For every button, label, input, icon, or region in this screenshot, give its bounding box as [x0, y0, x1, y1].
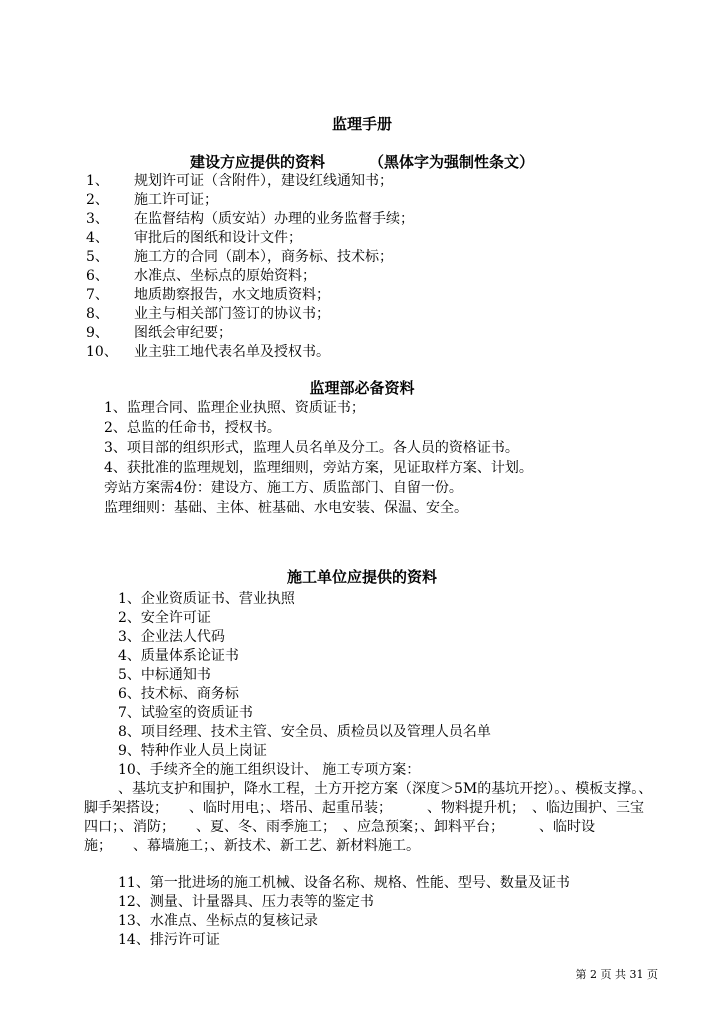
list-item-number: 3、: [86, 211, 109, 227]
list-item: 监理细则：基础、主体、桩基础、水电安装、保温、安全。: [104, 500, 468, 516]
list-item: 1、企业资质证书、营业执照: [118, 591, 295, 607]
list-item-text: 地质勘察报告，水文地质资料；: [134, 287, 330, 303]
list-item: 7、试验室的资质证书: [118, 705, 253, 721]
list-item: 4、质量体系论证书: [118, 648, 239, 664]
list-item: 旁站方案需4份：建设方、施工方、质监部门、自留一份。: [104, 480, 463, 496]
list-item: 13、水准点、坐标点的复核记录: [118, 913, 318, 929]
list-item-text: 施工许可证；: [134, 192, 218, 208]
list-item: 12、测量、计量器具、压力表等的鉴定书: [118, 894, 374, 910]
list-item-number: 2、: [86, 192, 109, 208]
list-item-text: 规划许可证（含附件），建设红线通知书；: [134, 173, 393, 189]
page-number-footer: 第 2 页 共 31 页: [575, 968, 658, 981]
list-item: 5、中标通知书: [118, 667, 211, 683]
list-item-number: 8、: [86, 306, 109, 322]
section1-heading-text: 建设方应提供的资料: [189, 153, 325, 171]
list-item-text: 业主驻工地代表名单及授权书。: [134, 344, 330, 360]
document-title: 监理手册: [331, 115, 392, 133]
list-item: 3、企业法人代码: [118, 629, 225, 645]
list-item-number: 1、: [86, 173, 109, 189]
list-item-text: 审批后的图纸和设计文件；: [134, 230, 302, 246]
section1-heading: [0, 152, 724, 172]
list-item-text: 在监督结构（质安站）办理的业务监督手续；: [134, 211, 414, 227]
list-item: 3、项目部的组织形式，监理人员名单及分工。各人员的资格证书。: [104, 440, 519, 456]
list-item-text: 水准点、坐标点的原始资料；: [134, 268, 316, 284]
section2-heading: 监理部必备资料: [309, 379, 415, 397]
list-item-number: 4、: [86, 230, 109, 246]
list-item-number: 7、: [86, 287, 109, 303]
list-item-number: 6、: [86, 268, 109, 284]
list-item-text: 图纸会审纪要；: [134, 325, 232, 341]
list-item: 10、手续齐全的施工组织设计、 施工专项方案：: [118, 762, 421, 778]
section3-heading: 施工单位应提供的资料: [286, 568, 437, 586]
list-item: 9、特种作业人员上岗证: [118, 743, 267, 759]
list-item-number: 10、: [86, 344, 118, 360]
list-item: 8、项目经理、技术主管、安全员、质检员以及管理人员名单: [118, 724, 491, 740]
list-item: 6、技术标、商务标: [118, 686, 239, 702]
list-item: 11、第一批进场的施工机械、设备名称、规格、性能、型号、数量及证书: [118, 875, 570, 891]
special-plans-paragraph: 、基坑支护和围护，降水工程，土方开挖方案（深度＞5M的基坑开挖）。、模板支撑。、脚手架搭设； 、临时用电；、塔吊、起重吊装； 、物料提升机； 、临边围护、三宝四口；、消防； 、夏、冬、雨季施工； 、应急预案；、卸料平台； 、临时设施； 、幕墙施工；、新技术、新工艺、新材料施工。: [84, 781, 653, 854]
list-item: 2、安全许可证: [118, 610, 211, 626]
list-item: 2、总监的任命书，授权书。: [104, 420, 281, 436]
list-item-text: 业主与相关部门签订的协议书；: [134, 306, 330, 322]
list-item-number: 5、: [86, 249, 109, 265]
list-item: 14、排污许可证: [118, 932, 220, 948]
list-item-number: 9、: [86, 325, 109, 341]
list-item: 1、监理合同、监理企业执照、资质证书；: [104, 400, 365, 416]
section1-heading-note: （黑体字为强制性条文）: [369, 153, 535, 171]
list-item-text: 施工方的合同（副本），商务标、技术标；: [134, 249, 393, 265]
list-item: 4、获批准的监理规划，监理细则，旁站方案，见证取样方案、计划。: [104, 460, 533, 476]
